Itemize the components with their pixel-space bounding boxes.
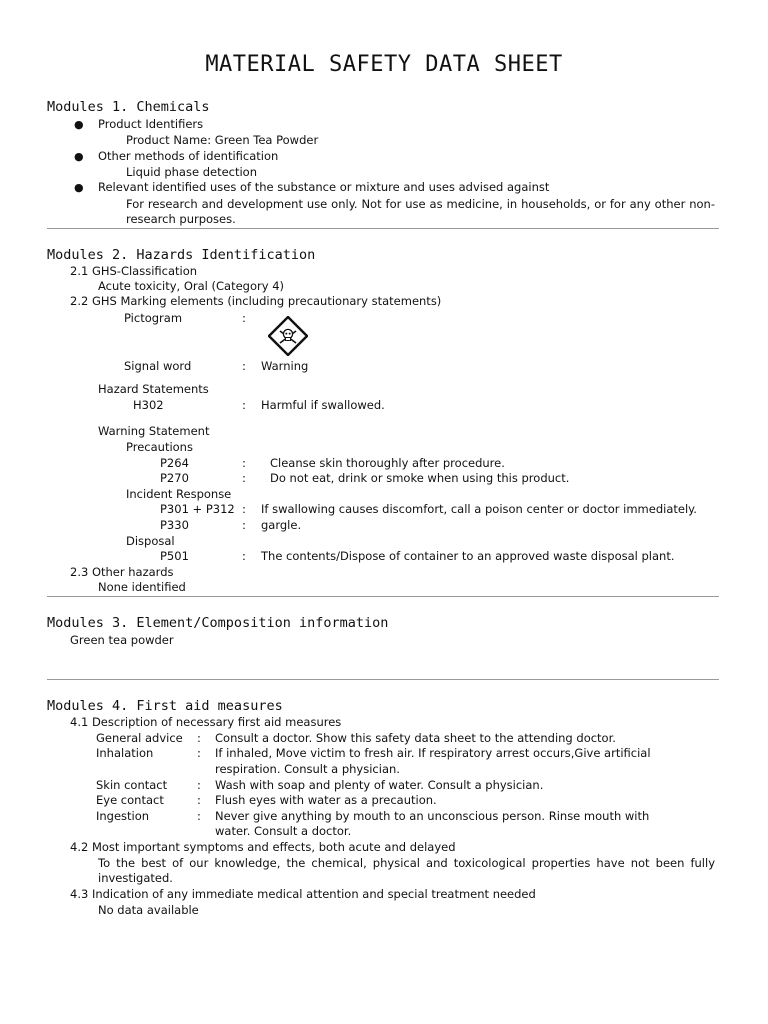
symptoms-value: To the best of our knowledge, the chemical, physical and toxicological properties have not been fully investigated. (98, 856, 715, 885)
bullet-icon: ● (74, 181, 84, 194)
signal-word-label: Signal word (124, 359, 192, 373)
ingestion-text-line-1: Never give anything by mouth to an unconscious person. Rinse mouth with (215, 809, 650, 823)
identification-methods-label: Other methods of identification (98, 149, 279, 163)
bullet-icon: ● (74, 118, 84, 131)
p270-text: Do not eat, drink or smoke when using this product. (270, 471, 570, 485)
symptoms-label: 4.2 Most important symptoms and effects, both acute and delayed (70, 840, 456, 854)
signal-word-value: Warning (261, 359, 309, 373)
composition-value: Green tea powder (70, 633, 174, 647)
section-divider (47, 596, 719, 597)
p501-code: P501 (160, 549, 189, 563)
inhalation-label: Inhalation (96, 746, 154, 760)
document-title: MATERIAL SAFETY DATA SHEET (205, 52, 563, 77)
colon: : (242, 549, 246, 563)
module-3-heading: Modules 3. Element/Composition information (47, 615, 389, 631)
p301-code: P301 + P312 (160, 502, 235, 516)
ghs-classification-label: 2.1 GHS-Classification (70, 264, 198, 278)
p501-text: The contents/Dispose of container to an approved waste disposal plant. (261, 549, 675, 563)
disposal-label: Disposal (126, 534, 175, 548)
hazard-statements-label: Hazard Statements (98, 382, 209, 396)
colon: : (242, 456, 246, 470)
other-hazards-value: None identified (98, 580, 186, 594)
ingestion-text-line-2: water. Consult a doctor. (215, 824, 352, 838)
eye-contact-label: Eye contact (96, 793, 164, 807)
medical-attention-label: 4.3 Indication of any immediate medical attention and special treatment needed (70, 887, 536, 901)
colon: : (242, 359, 246, 373)
general-advice-text: Consult a doctor. Show this safety data sheet to the attending doctor. (215, 731, 616, 745)
colon: : (242, 311, 246, 325)
p301-text: If swallowing causes discomfort, call a poison center or doctor immediately. (261, 502, 697, 516)
colon: : (242, 518, 246, 532)
colon: : (242, 471, 246, 485)
bullet-icon: ● (74, 150, 84, 163)
section-divider (47, 679, 719, 680)
inhalation-text-line-2: respiration. Consult a physician. (215, 762, 400, 776)
module-1-heading: Modules 1. Chemicals (47, 99, 210, 115)
product-name: Product Name: Green Tea Powder (126, 133, 319, 147)
pictogram-label: Pictogram (124, 311, 183, 325)
colon: : (242, 398, 246, 412)
medical-attention-value: No data available (98, 903, 199, 917)
h302-code: H302 (133, 398, 164, 412)
ghs-classification-value: Acute toxicity, Oral (Category 4) (98, 279, 285, 293)
colon: : (197, 731, 201, 745)
p270-code: P270 (160, 471, 189, 485)
first-aid-description-label: 4.1 Description of necessary first aid measures (70, 715, 342, 729)
p330-code: P330 (160, 518, 189, 532)
eye-contact-text: Flush eyes with water as a precaution. (215, 793, 437, 807)
module-4-heading: Modules 4. First aid measures (47, 698, 283, 714)
p330-text: gargle. (261, 518, 302, 532)
colon: : (197, 809, 201, 823)
ingestion-label: Ingestion (96, 809, 150, 823)
other-hazards-label: 2.3 Other hazards (70, 565, 174, 579)
precautions-label: Precautions (126, 440, 193, 454)
colon: : (242, 502, 246, 516)
identified-uses-value: For research and development use only. Not for use as medicine, in households, or for any other non-research purposes. (126, 197, 715, 226)
section-divider (47, 228, 719, 229)
general-advice-label: General advice (96, 731, 183, 745)
skin-contact-text: Wash with soap and plenty of water. Consult a physician. (215, 778, 544, 792)
incident-response-label: Incident Response (126, 487, 232, 501)
warning-statement-label: Warning Statement (98, 424, 210, 438)
colon: : (197, 793, 201, 807)
colon: : (197, 746, 201, 760)
colon: : (197, 778, 201, 792)
inhalation-text-line-1: If inhaled, Move victim to fresh air. If respiratory arrest occurs,Give artificial (215, 746, 651, 760)
skin-contact-label: Skin contact (96, 778, 168, 792)
identification-method-value: Liquid phase detection (126, 165, 258, 179)
identified-uses-label: Relevant identified uses of the substance or mixture and uses advised against (98, 180, 550, 194)
p264-code: P264 (160, 456, 189, 470)
p264-text: Cleanse skin thoroughly after procedure. (270, 456, 505, 470)
skull-crossbones-pictogram-icon (268, 316, 308, 356)
ghs-marking-label: 2.2 GHS Marking elements (including precautionary statements) (70, 294, 442, 308)
module-2-heading: Modules 2. Hazards Identification (47, 247, 316, 263)
h302-text: Harmful if swallowed. (261, 398, 385, 412)
product-identifiers-label: Product Identifiers (98, 117, 204, 131)
